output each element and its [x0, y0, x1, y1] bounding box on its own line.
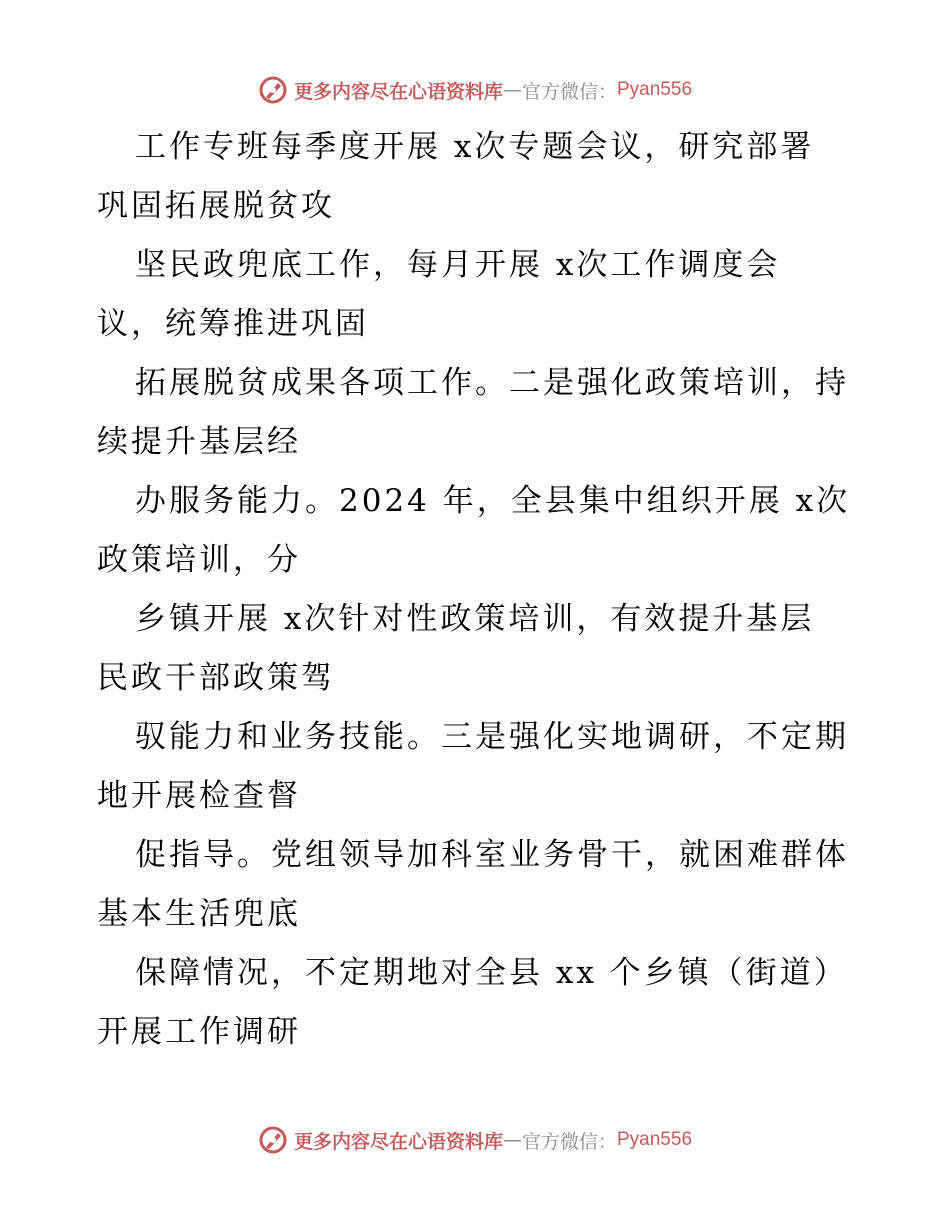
text-line: 开展工作调研 — [97, 1014, 301, 1050]
brush-circle-icon — [258, 1125, 288, 1155]
banner-separator: — — [502, 79, 522, 101]
banner-wechat-id: Pyan556 — [617, 79, 693, 100]
text-line: 驭能力和业务技能。三是强化实地调研，不定期 — [135, 719, 849, 755]
header-banner — [0, 70, 950, 110]
brush-circle-icon — [258, 75, 288, 105]
text-line: 保障情况，不定期地对全县 xx 个乡镇（街道） — [135, 955, 848, 991]
banner-slogan: 更多内容尽在心语资料库 — [293, 1130, 503, 1153]
banner-slogan: 更多内容尽在心语资料库 — [293, 80, 503, 103]
text-line: 政策培训，分 — [97, 542, 301, 578]
document-body — [97, 125, 867, 1069]
text-line: 工作专班每季度开展 x次专题会议，研究部署 — [135, 129, 815, 165]
banner-separator: — — [502, 1129, 522, 1151]
text-line: 议，统筹推进巩固 — [97, 306, 369, 342]
text-line: 促指导。党组领导加科室业务骨干，就困难群体 — [135, 837, 849, 873]
banner-wechat-label: 官方微信： — [521, 1130, 617, 1153]
text-line: 基本生活兜底 — [97, 896, 301, 932]
text-line: 巩固拓展脱贫攻 — [97, 188, 335, 224]
footer-banner — [0, 1120, 950, 1160]
text-line: 坚民政兜底工作，每月开展 x次工作调度会 — [135, 247, 781, 283]
text-line: 续提升基层经 — [97, 424, 301, 460]
banner-wechat-id: Pyan556 — [617, 1129, 693, 1150]
text-line: 乡镇开展 x次针对性政策培训，有效提升基层 — [135, 601, 815, 637]
text-line: 民政干部政策驾 — [97, 660, 335, 696]
text-line: 拓展脱贫成果各项工作。二是强化政策培训，持 — [135, 365, 849, 401]
banner-wechat-label: 官方微信： — [521, 80, 617, 103]
text-line: 办服务能力。2024 年，全县集中组织开展 x次 — [135, 483, 851, 519]
text-line: 地开展检查督 — [97, 778, 301, 814]
